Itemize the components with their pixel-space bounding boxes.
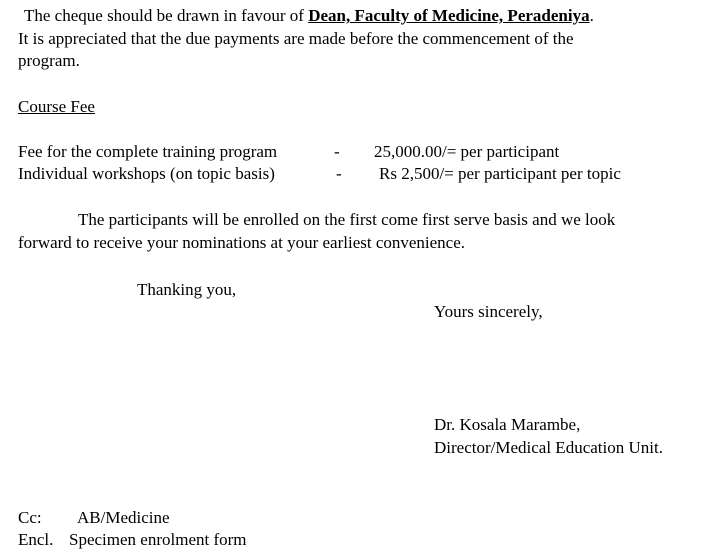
- payment-line-3: program.: [18, 51, 80, 70]
- sincerely-line: Yours sincerely,: [434, 302, 543, 321]
- fee-row-dash: -: [336, 164, 342, 183]
- payment-period: .: [589, 6, 594, 25]
- payee-name: Dean, Faculty of Medicine, Peradeniya: [308, 6, 590, 25]
- fee-row-value: Rs 2,500/= per participant per topic: [379, 164, 621, 183]
- fee-row-label: Fee for the complete training program: [18, 142, 278, 161]
- enrolment-line-1: The participants will be enrolled on the first come first serve basis and we look: [78, 210, 616, 229]
- signatory-title: Director/Medical Education Unit.: [434, 438, 663, 457]
- payment-line-2: It is appreciated that the due payments are made before the commencement of the: [18, 29, 574, 48]
- fee-row: [0, 141, 720, 163]
- fee-row: [0, 163, 720, 185]
- signatory-name: Dr. Kosala Marambe,: [434, 415, 581, 434]
- fee-row-dash: -: [334, 142, 340, 161]
- encl-value: Specimen enrolment form: [69, 530, 247, 549]
- thanks-line: Thanking you,: [137, 280, 237, 299]
- encl-label: Encl.: [18, 530, 54, 549]
- cc-value: AB/Medicine: [77, 508, 170, 527]
- cc-label: Cc:: [18, 508, 42, 527]
- payment-line-1: [24, 5, 594, 27]
- course-fee-heading: Course Fee: [18, 97, 95, 116]
- enrolment-line-2: forward to receive your nominations at your earliest convenience.: [18, 233, 466, 252]
- payment-intro: The cheque should be drawn in favour of: [24, 6, 309, 25]
- fee-row-value: 25,000.00/= per participant: [374, 142, 560, 161]
- cc-line: [0, 507, 720, 529]
- encl-line: [0, 529, 720, 551]
- fee-row-label: Individual workshops (on topic basis): [18, 164, 275, 183]
